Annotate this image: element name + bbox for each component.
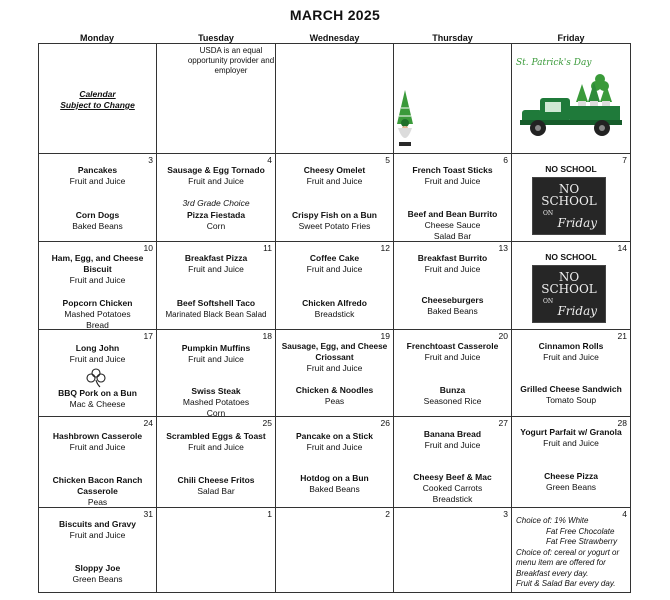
chalkboard-text: Friday — [557, 304, 597, 318]
date-number: 7 — [622, 155, 627, 165]
lunch-item: Beef and Bean Burrito — [407, 209, 498, 219]
breakfast-item: Cheesy Omelet — [303, 165, 366, 175]
day-header-tuesday: Tuesday — [198, 33, 234, 43]
breakfast-side: Fruit and Juice — [306, 264, 363, 274]
cell-week0-monday — [39, 44, 156, 153]
breakfast-side: Fruit and Juice — [188, 176, 244, 186]
cell-mar-13 — [394, 242, 511, 329]
date-number: 3 — [503, 509, 508, 519]
breakfast-item: Scrambled Eggs & Toast — [166, 431, 266, 441]
date-number: 11 — [263, 243, 272, 253]
breakfast-item: Pancakes — [77, 165, 118, 175]
breakfast-item: Hashbrown Casserole — [52, 431, 143, 441]
cell-mar-26 — [276, 417, 393, 507]
date-number: 4 — [267, 155, 272, 165]
cell-apr-3 — [394, 508, 511, 592]
breakfast-side: Fruit and Juice — [543, 438, 599, 448]
breakfast-side: Fruit and Juice — [69, 275, 126, 285]
lunch-side: Peas — [324, 396, 345, 406]
calendar-note-line1: Calendar — [79, 89, 116, 99]
date-number: 25 — [262, 418, 272, 428]
grid-line — [630, 43, 631, 593]
lunch-side: Baked Beans — [427, 306, 478, 316]
chalkboard-text: NO SCHOOL — [541, 182, 597, 208]
lunch-item: Chili Cheese Fritos — [177, 475, 255, 485]
cell-mar-3 — [39, 154, 156, 241]
date-number: 26 — [380, 418, 390, 428]
breakfast-side: Fruit and Juice — [306, 442, 363, 452]
lunch-side: Green Beans — [72, 574, 123, 584]
no-school-chalkboard — [532, 177, 606, 235]
cell-apr-4 — [512, 508, 630, 592]
chalkboard-text: NO SCHOOL — [541, 270, 597, 296]
date-number: 13 — [498, 243, 508, 253]
cell-mar-27 — [394, 417, 511, 507]
cell-mar-21 — [512, 330, 630, 416]
lunch-side: Green Beans — [545, 482, 597, 492]
lunch-side: Cheese Sauce — [424, 220, 481, 230]
breakfast-item: Yogurt Parfait w/ Granola — [520, 427, 622, 437]
breakfast-item: Sausage & Egg Tornado — [167, 165, 265, 175]
breakfast-item: Biscuits and Gravy — [58, 519, 136, 529]
breakfast-side: Fruit and Juice — [424, 264, 481, 274]
lunch-item: Cheese Pizza — [544, 471, 598, 481]
no-school-label: NO SCHOOL — [545, 252, 597, 262]
lunch-item: Beef Softshell Taco — [176, 298, 256, 308]
lunch-item: Grilled Cheese Sandwich — [520, 384, 622, 394]
breakfast-item: Breakfast Burrito — [417, 253, 488, 263]
lunch-side: Breadstick — [314, 309, 355, 319]
no-school-label: NO SCHOOL — [545, 164, 597, 174]
date-number: 18 — [262, 331, 272, 341]
note-line: Fat Free Strawberry — [546, 537, 618, 546]
date-number: 17 — [143, 331, 153, 341]
cell-mar-18 — [157, 330, 275, 416]
day-header-wednesday: Wednesday — [309, 33, 360, 43]
lunch-side: Salad Bar — [197, 486, 235, 496]
lunch-side: Mac & Cheese — [69, 399, 126, 409]
grid-line — [38, 592, 630, 593]
date-number: 28 — [617, 418, 627, 428]
cell-mar-5 — [276, 154, 393, 241]
lunch-item: Popcorn Chicken — [62, 298, 133, 308]
day-header-friday: Friday — [557, 33, 585, 43]
cell-mar-19 — [276, 330, 393, 416]
breakfast-side: Fruit and Juice — [188, 354, 244, 364]
lunch-item: Chicken & Noodles — [295, 385, 374, 395]
breakfast-item: Pumpkin Muffins — [181, 343, 251, 353]
date-number: 1 — [267, 509, 272, 519]
cell-mar-14 — [512, 242, 630, 329]
lunch-item: BBQ Pork on a Bun — [58, 388, 137, 398]
lunch-side: Baked Beans — [309, 484, 360, 494]
cell-mar-6 — [394, 154, 511, 241]
date-number: 2 — [385, 509, 390, 519]
breakfast-side: Fruit and Juice — [69, 176, 126, 186]
breakfast-item: Long John — [75, 343, 120, 353]
lunch-side: Tomato Soup — [545, 395, 597, 405]
breakfast-item: Sausage, Egg, and Cheese Criossant — [281, 341, 388, 362]
lunch-side: Baked Beans — [72, 221, 123, 231]
lunch-side: Breadstick — [432, 494, 473, 504]
breakfast-side: Fruit and Juice — [543, 352, 599, 362]
lunch-side: Corn — [206, 408, 226, 416]
breakfast-side: Fruit and Juice — [424, 352, 481, 362]
breakfast-side: Fruit and Juice — [424, 440, 481, 450]
cell-apr-1 — [157, 508, 275, 592]
breakfast-item: Breakfast Pizza — [184, 253, 248, 263]
shamrock-icon — [86, 368, 106, 388]
cell-week0-tuesday — [157, 44, 275, 153]
lunch-item: Crispy Fish on a Bun — [291, 210, 377, 220]
lunch-side: Salad Bar — [433, 231, 472, 241]
date-number: 6 — [503, 155, 508, 165]
lunch-item: Chicken Bacon Ranch Casserole — [52, 475, 143, 496]
lunch-side: Peas — [87, 497, 108, 507]
lunch-side: Cooked Carrots — [422, 483, 483, 493]
breakfast-item: Ham, Egg, and Cheese Biscuit — [51, 253, 144, 274]
lunch-item: Corn Dogs — [75, 210, 120, 220]
cell-mar-24 — [39, 417, 156, 507]
lunch-side: Seasoned Rice — [423, 396, 482, 406]
usda-notice: USDA is an equal opportunity provider and employer — [187, 46, 275, 75]
lunch-item: Hotdog on a Bun — [300, 473, 369, 483]
breakfast-side: Fruit and Juice — [188, 442, 244, 452]
milk-choice-note — [516, 516, 628, 590]
date-number: 14 — [617, 243, 627, 253]
note-line: Fruit & Salad Bar every day. — [516, 579, 616, 588]
breakfast-side: Fruit and Juice — [188, 264, 244, 274]
breakfast-side: Fruit and Juice — [69, 530, 126, 540]
cell-mar-28 — [512, 417, 630, 507]
lunch-item: Cheeseburgers — [421, 295, 484, 305]
date-number: 5 — [385, 155, 390, 165]
day-header-monday: Monday — [79, 33, 114, 43]
cell-mar-7 — [512, 154, 630, 241]
note-line: Choice of: cereal or yogurt or menu item are offered for Breakfast every day. — [516, 547, 620, 578]
cell-mar-12 — [276, 242, 393, 329]
lunch-side: Mashed Potatoes — [182, 397, 250, 407]
breakfast-item: French Toast Sticks — [412, 165, 493, 175]
date-number: 24 — [143, 418, 153, 428]
day-header-thursday: Thursday — [432, 33, 473, 43]
date-number: 27 — [498, 418, 508, 428]
lunch-side: Mashed Potatoes — [64, 309, 131, 319]
st-patricks-logo: St. Patrick's Day — [516, 58, 592, 68]
gnome-icon — [394, 90, 416, 150]
lunch-item: Swiss Steak — [191, 386, 241, 396]
note-line: Choice of: 1% White — [516, 516, 589, 525]
cell-apr-2 — [276, 508, 393, 592]
date-number: 19 — [380, 331, 390, 341]
chalkboard-text: ON — [543, 298, 554, 305]
cell-mar-20 — [394, 330, 511, 416]
breakfast-side: Fruit and Juice — [424, 176, 481, 186]
breakfast-side: Fruit and Juice — [69, 442, 126, 452]
cell-mar-17 — [39, 330, 156, 416]
cell-week0-friday — [512, 44, 630, 153]
lunch-item: Bunza — [439, 385, 466, 395]
lunch-side: Sweet Potato Fries — [298, 221, 371, 231]
breakfast-item: Pancake on a Stick — [295, 431, 373, 441]
breakfast-side: Fruit and Juice — [306, 363, 363, 373]
chalkboard-text: Friday — [557, 216, 597, 230]
date-number: 3 — [148, 155, 153, 165]
breakfast-side: Fruit and Juice — [69, 354, 126, 364]
date-number: 12 — [380, 243, 390, 253]
lunch-item: Pizza Fiestada — [186, 210, 246, 220]
date-number: 4 — [622, 509, 627, 519]
lunch-item: Chicken Alfredo — [302, 298, 367, 308]
calendar-note-line2: Subject to Change — [60, 100, 135, 110]
breakfast-item: Coffee Cake — [309, 253, 360, 263]
cell-mar-25 — [157, 417, 275, 507]
cell-mar-11 — [157, 242, 275, 329]
truck-icon — [518, 74, 626, 144]
breakfast-side: Fruit and Juice — [306, 176, 363, 186]
cell-week0-thursday — [394, 44, 511, 153]
cell-mar-31 — [39, 508, 156, 592]
lunch-side: Bread — [86, 320, 109, 329]
chalkboard-text: ON — [543, 210, 554, 217]
breakfast-item: Frenchtoast Casserole — [406, 341, 499, 351]
date-number: 31 — [143, 509, 153, 519]
date-number: 21 — [617, 331, 627, 341]
breakfast-item: Cinnamon Rolls — [538, 341, 604, 351]
lunch-item: Sloppy Joe — [74, 563, 121, 573]
date-number: 10 — [143, 243, 153, 253]
no-school-chalkboard — [532, 265, 606, 323]
breakfast-item: Banana Bread — [423, 429, 482, 439]
page-title: MARCH 2025 — [289, 7, 381, 23]
lunch-side: Marinated Black Bean Salad — [165, 310, 267, 319]
cell-mar-10 — [39, 242, 156, 329]
date-number: 20 — [498, 331, 508, 341]
grade-choice-note: 3rd Grade Choice — [182, 198, 250, 208]
lunch-side: Corn — [206, 221, 226, 231]
lunch-item: Cheesy Beef & Mac — [413, 472, 492, 482]
cell-mar-4 — [157, 154, 275, 241]
note-line: Fat Free Chocolate — [546, 526, 615, 536]
